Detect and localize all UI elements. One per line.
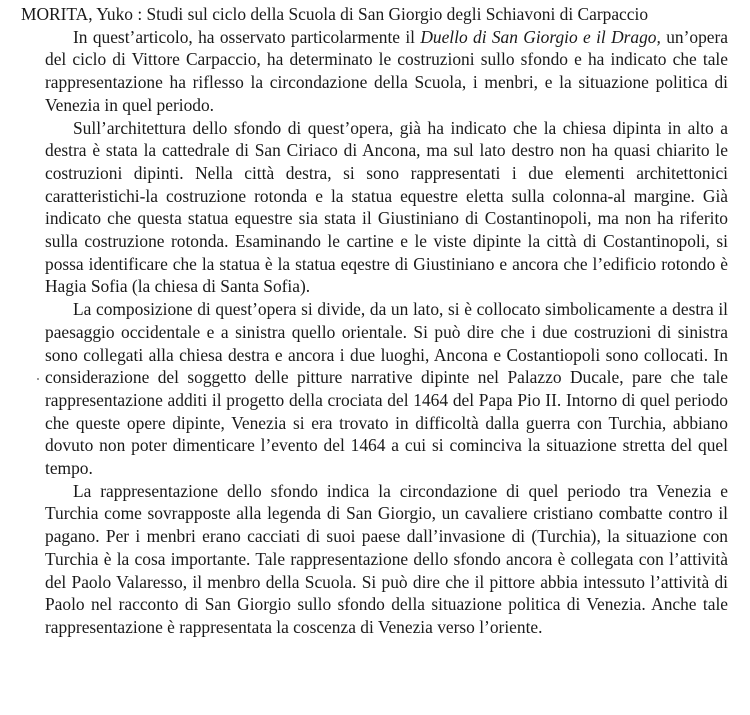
scan-speck	[37, 378, 39, 380]
paragraph-1-text-before: In quest’articolo, ha osservato particolarmente il	[73, 26, 421, 47]
abstract-paragraph-2: Sull’architettura dello sfondo di quest’opera, già ha indicato che la chiesa dipinta in alto a destra è stata la cattedrale di San Ciriaco di Ancona, ma sul lato destro non ha quasi chiarito le costruzioni dipinti. Nella città destra, si sono rappresentati i due elementi architettonici caratteristichi-la costruzione rotonda e la statua equestre eletta sulla colonna-al margine. Già indicato che questa statua equestre sia stata il Giustiniano di Costantinopoli, ma non ha riferito sulla costruzione rotonda. Esaminando le cartine e le viste dipinte la città di Costantinopoli, si possa identificare che la statua è la statua eqestre di Giustiniano e ancora che l’edificio rotondo è Hagia Sofia (la chiesa di Santa Sofia).	[45, 117, 728, 297]
article-title: Studi sul ciclo della Scuola di San Giorgio degli Schiavoni di Carpaccio	[146, 4, 649, 24]
abstract-paragraph-3: La composizione di quest’opera si divide, da un lato, si è collocato simbolicamente a destra il paesaggio occidentale e a sinistra quello orientale. Si può dire che i due costruzioni di sinistra sono collegati alla chiesa destra e ancora i due luoghi, Ancona e Costantiopoli sono collocati. In considerazione del soggetto delle pitture narrative dipinte nel Palazzo Ducale, pare che tale rappresentazione additi il progetto della crociata del 1464 del Papa Pio II. Intorno di quel periodo che queste opere dipinte, Venezia si era trovato in difficoltà dalla guerra con Turchia, abbiano dovuto non poter dimenticare l’evento del 1464 a cui si cominciva la situazione stretta del quel tempo.	[45, 299, 728, 479]
abstract-paragraph-4: La rappresentazione dello sfondo indica la circondazione di quel periodo tra Venezia e Turchia come sovrapposte alla legenda di San Giorgio, un cavaliere cristiano combatte contro il pagano. Per i menbri erano cacciati di suoi paese dall’invasione di (Turchia), la situazione con Turchia è la cosa importante. Tale rappresentazione dello sfondo ancora è collegata con l’attività del Paolo Valaresso, il menbro della Scuola. Si può dire che il pittore abbia intessuto l’attività di Paolo nel racconto di San Giorgio sullo sfondo della situazione politica di Venezia. Anche tale rappresentazione è rappresentata la coscenza di Venezia verso l’oriente.	[45, 480, 728, 637]
header-separator: :	[132, 4, 147, 24]
abstract-paragraph-1	[45, 26, 728, 117]
author-name: MORITA, Yuko	[21, 4, 133, 24]
artwork-title: Duello di San Giorgio e il Drago,	[420, 26, 661, 47]
paragraph-1-text-after: un’opera del ciclo di Vittore Carpaccio, ha determinato le costruzioni sullo sfondo e ha indicato che tale rappresentazione ha riflesso la circondazione della Scuola, i menbri, e la situazione politica di Venezia in quel periodo.	[45, 26, 728, 115]
article-header	[21, 3, 728, 26]
